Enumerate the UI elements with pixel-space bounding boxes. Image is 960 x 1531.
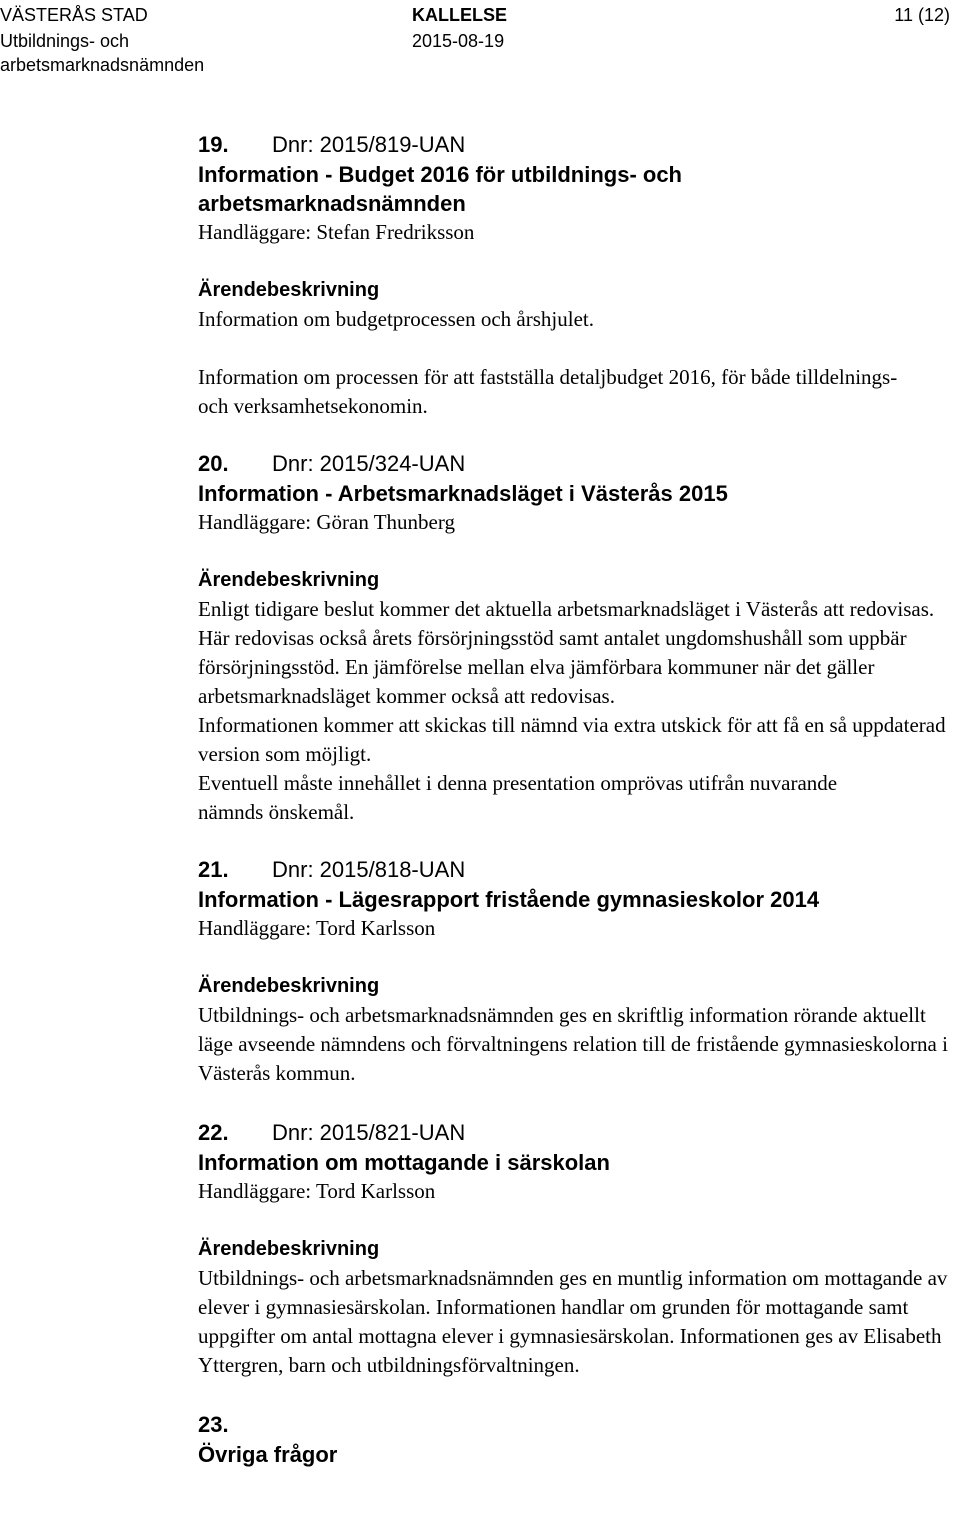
- org-name: VÄSTERÅS STAD: [0, 5, 148, 25]
- description-paragraph: Utbildnings- och arbetsmarknadsnämnden ges en skriftlig information rörande aktuellt läge avseende nämndens och förvaltningens relation till de fristående gymnasieskolorna i Västerås kommun.: [198, 1003, 948, 1085]
- page-header: [0, 0, 960, 80]
- item-number: 21.: [198, 857, 229, 882]
- description-heading: Ärendebeskrivning: [198, 1238, 380, 1260]
- committee-line-2: arbetsmarknadsnämnden: [0, 55, 205, 75]
- item-heading: [198, 130, 960, 160]
- document-type: KALLELSE: [412, 5, 508, 25]
- document-date: 2015-08-19: [412, 31, 505, 51]
- item-dnr: Dnr: 2015/821-UAN: [272, 1120, 466, 1145]
- agenda-item-21: [198, 855, 960, 1088]
- agenda-item-23: [198, 1410, 960, 1469]
- item-title: Information - Budget 2016 för utbildnings- och arbetsmarknadsnämnden: [198, 162, 682, 216]
- item-heading: [198, 1410, 960, 1440]
- description-paragraph: Information om processen för att fastställa detaljbudget 2016, för både tilldelnings- och verksamhetsekonomin.: [198, 365, 898, 418]
- item-dnr: Dnr: 2015/324-UAN: [272, 451, 466, 476]
- description-heading: Ärendebeskrivning: [198, 975, 380, 997]
- item-title: Information - Arbetsmarknadsläget i Västerås 2015: [198, 481, 728, 506]
- item-heading: [198, 1118, 960, 1148]
- description-heading: Ärendebeskrivning: [198, 569, 380, 591]
- description-paragraph: Information om budgetprocessen och årshjulet.: [198, 307, 594, 331]
- agenda-content: [198, 130, 960, 1469]
- agenda-item-19: [198, 130, 960, 421]
- item-heading: [198, 449, 960, 479]
- item-title: Övriga frågor: [198, 1442, 338, 1467]
- page-number: 11 (12): [894, 5, 950, 25]
- item-dnr: Dnr: 2015/819-UAN: [272, 132, 466, 157]
- item-number: 19.: [198, 132, 229, 157]
- item-handler: Handläggare: Tord Karlsson: [198, 916, 436, 940]
- item-handler: Handläggare: Göran Thunberg: [198, 510, 455, 534]
- item-number: 23.: [198, 1412, 229, 1437]
- item-handler: Handläggare: Stefan Fredriksson: [198, 220, 475, 244]
- description-paragraph: Informationen kommer att skickas till nämnd via extra utskick för att få en så uppdaterad version som möjligt.: [198, 713, 946, 766]
- agenda-item-22: [198, 1118, 960, 1380]
- item-handler: Handläggare: Tord Karlsson: [198, 1179, 436, 1203]
- description-paragraph: Utbildnings- och arbetsmarknadsnämnden ges en muntlig information om mottagande av elever i gymnasiesärskolan. Informationen handlar om grunden för mottagande samt uppgifter om antal mottagna elever i gymnasiesärskolan. Informationen ges av Elisabeth Yttergren, barn och utbildningsförvaltningen.: [198, 1266, 948, 1377]
- item-title: Information - Lägesrapport fristående gymnasieskolor 2014: [198, 887, 820, 912]
- description-heading: Ärendebeskrivning: [198, 279, 380, 301]
- item-heading: [198, 855, 960, 885]
- item-number: 20.: [198, 451, 229, 476]
- committee-line-1: Utbildnings- och: [0, 31, 130, 51]
- description-paragraph: Enligt tidigare beslut kommer det aktuella arbetsmarknadsläget i Västerås att redovisas. Här redovisas också årets försörjningsstöd samt antalet ungdomshushåll som uppbär försörjningsstöd. En jämförelse mellan elva jämförbara kommuner när det gäller arbetsmarknadsläget kommer också att redovisas.: [198, 597, 935, 708]
- item-number: 22.: [198, 1120, 229, 1145]
- item-title: Information om mottagande i särskolan: [198, 1150, 610, 1175]
- description-paragraph: Eventuell måste innehållet i denna presentation omprövas utifrån nuvarande nämnds önskemål.: [198, 771, 838, 824]
- item-dnr: Dnr: 2015/818-UAN: [272, 857, 466, 882]
- agenda-item-20: [198, 449, 960, 827]
